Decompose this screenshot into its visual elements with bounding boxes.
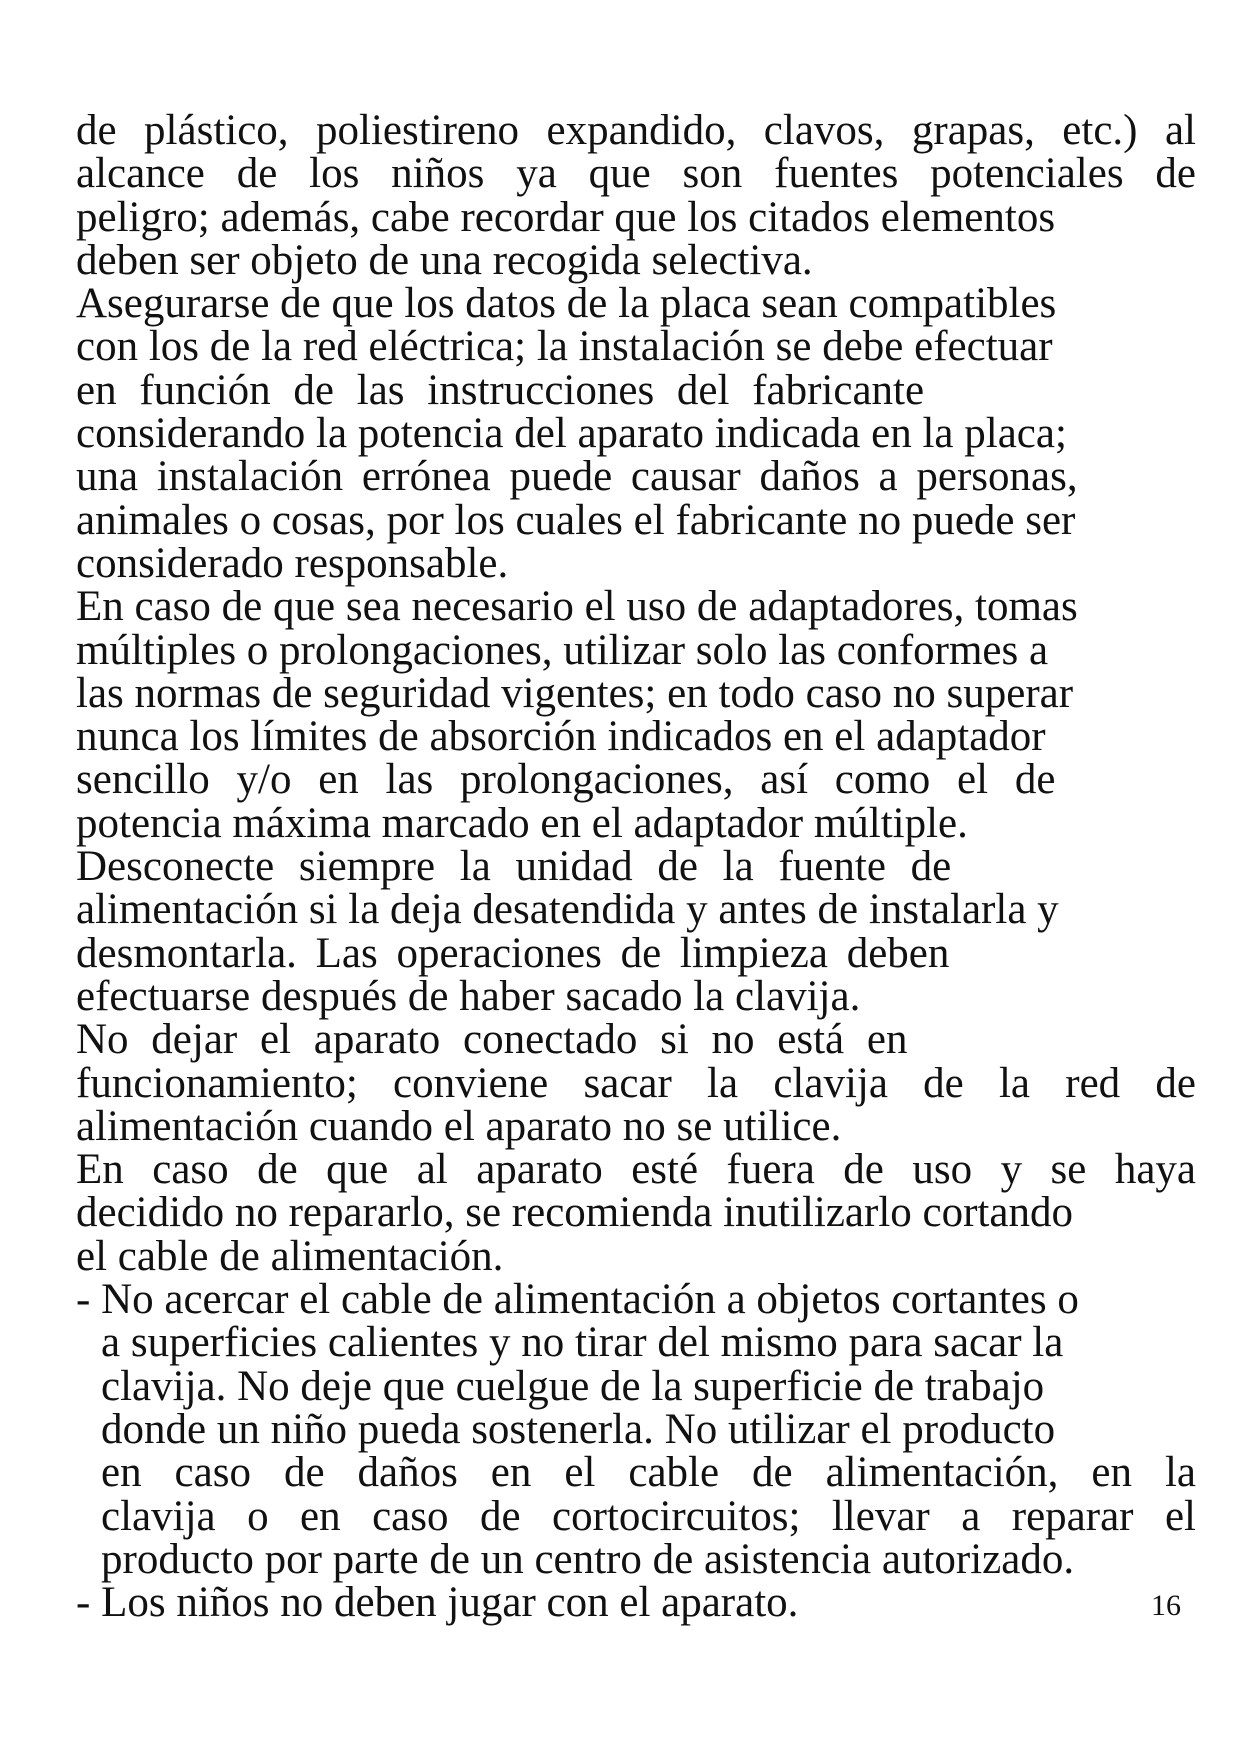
text-line: alimentación si la deja desatendida y antes de instalarla y: [76, 886, 1059, 934]
text-line: en caso de daños en el cable de alimentación, en la: [101, 1449, 1196, 1497]
text-line: el cable de alimentación.: [76, 1232, 504, 1280]
text-line: - Los niños no deben jugar con el aparato.: [76, 1579, 799, 1627]
text-line: decidido no repararlo, se recomienda inutilizarlo cortando: [76, 1189, 1073, 1237]
text-line: producto por parte de un centro de asistencia autorizado.: [101, 1535, 1075, 1583]
text-line: con los de la red eléctrica; la instalación se debe efectuar: [76, 323, 1053, 371]
text-line: sencillo y/o en las prolongaciones, así como el de: [76, 756, 1056, 804]
text-line: animales o cosas, por los cuales el fabricante no puede ser: [76, 496, 1076, 544]
text-line: considerado responsable.: [76, 539, 509, 587]
text-line: múltiples o prolongaciones, utilizar solo las conformes a: [76, 626, 1049, 674]
text-line: alcance de los niños ya que son fuentes potenciales de: [76, 150, 1196, 198]
text-line: clavija o en caso de cortocircuitos; llevar a reparar el: [101, 1492, 1196, 1540]
text-line: desmontarla. Las operaciones de limpieza deben: [76, 929, 950, 977]
body-text: [76, 107, 1196, 1627]
text-line: una instalación errónea puede causar daños a personas,: [76, 453, 1078, 501]
text-line: potencia máxima marcado en el adaptador múltiple.: [76, 799, 968, 847]
text-line: clavija. No deje que cuelgue de la superficie de trabajo: [101, 1362, 1045, 1410]
text-line: nunca los límites de absorción indicados en el adaptador: [76, 713, 1046, 761]
text-line: peligro; además, cabe recordar que los citados elementos: [76, 193, 1056, 241]
text-line: deben ser objeto de una recogida selectiva.: [76, 236, 813, 284]
text-line: funcionamiento; conviene sacar la clavija de la red de: [76, 1059, 1196, 1107]
text-line: - No acercar el cable de alimentación a objetos cortantes o: [76, 1276, 1079, 1324]
text-line: En caso de que sea necesario el uso de adaptadores, tomas: [76, 583, 1078, 631]
text-line: de plástico, poliestireno expandido, clavos, grapas, etc.) al: [76, 107, 1196, 154]
text-line: Desconecte siempre la unidad de la fuente de: [76, 843, 952, 891]
page-number: 16: [1151, 1589, 1181, 1622]
text-line: considerando la potencia del aparato indicada en la placa;: [76, 410, 1067, 458]
text-line: No dejar el aparato conectado si no está en: [76, 1016, 908, 1064]
text-line: en función de las instrucciones del fabricante: [76, 366, 925, 414]
text-line: Asegurarse de que los datos de la placa sean compatibles: [76, 280, 1057, 328]
text-line: alimentación cuando el aparato no se utilice.: [76, 1102, 842, 1150]
text-line: donde un niño pueda sostenerla. No utilizar el producto: [101, 1405, 1056, 1453]
text-line: las normas de seguridad vigentes; en todo caso no superar: [76, 669, 1074, 717]
text-line: En caso de que al aparato esté fuera de uso y se haya: [76, 1146, 1196, 1194]
text-line: efectuarse después de haber sacado la clavija.: [76, 972, 861, 1020]
text-line: a superficies calientes y no tirar del mismo para sacar la: [101, 1319, 1064, 1367]
